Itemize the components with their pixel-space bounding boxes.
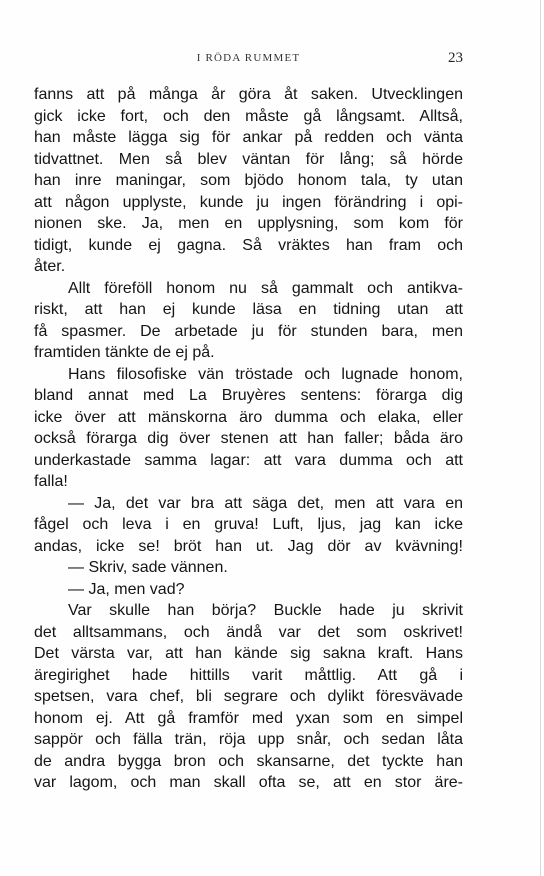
text-line: falla! [34, 473, 68, 490]
text-line: — Skriv, sade vännen. [68, 559, 228, 576]
text-line: icke över att mänskorna äro dumma och elaka, eller [34, 408, 463, 426]
body-text [34, 84, 463, 794]
page-header [34, 50, 463, 70]
text-line: underkastade samma lagar: att vara dumma och att [34, 451, 463, 469]
text-line: var lagom, och man skall ofta se, att en stor äre- [34, 774, 463, 791]
text-line: fanns att på många år göra åt saken. Utvecklingen [34, 86, 463, 103]
running-head: I RÖDA RUMMET [196, 52, 301, 64]
text-line: framtiden tänkte de ej på. [34, 344, 215, 361]
text-line: Allt föreföll honom nu så gammalt och antikva- [68, 279, 463, 297]
text-line: honom ej. Att gå framför med yxan som en simpel [34, 709, 463, 727]
text-line: att någon upplyste, kunde ju ingen förändring i opi- [34, 193, 463, 211]
text-line: de andra bygga bron och skansarne, det tyckte han [34, 752, 463, 770]
text-line: andas, icke se! bröt han ut. Jag dör av kvävning! [34, 537, 463, 555]
text-line: åter. [34, 258, 66, 275]
text-line: det alltsammans, och ändå var det som oskrivet! [34, 623, 463, 641]
text-line: också förarga dig över stenen att han faller; båda äro [34, 430, 463, 447]
text-line: äregirighet hade hittills varit måttlig. Att gå i [34, 666, 463, 684]
text-line: han måste lägga sig för ankar på redden och vänta [34, 129, 463, 146]
text-line: han inre maningar, som bjödo honom tala, ty utan [34, 172, 463, 189]
text-line: — Ja, men vad? [68, 580, 185, 598]
text-line: riskt, att han ej kunde läsa en tidning utan att [34, 301, 463, 318]
text-line: bland annat med La Bruyères sentens: förarga dig [34, 387, 463, 404]
text-line: gick icke fort, och den måste gå långsamt. Alltså, [34, 107, 463, 125]
text-line: spetsen, vara chef, bli segrare och dylikt föresvävade [34, 688, 463, 705]
text-line: fågel och leva i en gruva! Luft, ljus, jag kan icke [34, 516, 463, 533]
page-number: 23 [448, 50, 463, 66]
text-line: Det värsta var, att han kände sig sakna kraft. Hans [34, 645, 463, 662]
text-line: — Ja, det var bra att säga det, men att vara en [68, 494, 463, 512]
text-line: få spasmer. De arbetade ju för stunden bara, men [34, 322, 463, 340]
text-line: Var skulle han börja? Buckle hade ju skrivit [68, 602, 463, 619]
text-line: Hans filosofiske vän tröstade och lugnade honom, [68, 365, 463, 383]
text-line: tidigt, kunde ej gagna. Så vräktes han fram och [34, 236, 463, 254]
page-edge-rule [540, 0, 541, 876]
text-line: sappör och fälla trän, röja upp snår, och sedan låta [34, 731, 463, 748]
text-line: nionen ske. Ja, men en upplysning, som kom för [34, 215, 463, 232]
text-line: tidvattnet. Men så blev väntan för lång; så hörde [34, 150, 463, 168]
